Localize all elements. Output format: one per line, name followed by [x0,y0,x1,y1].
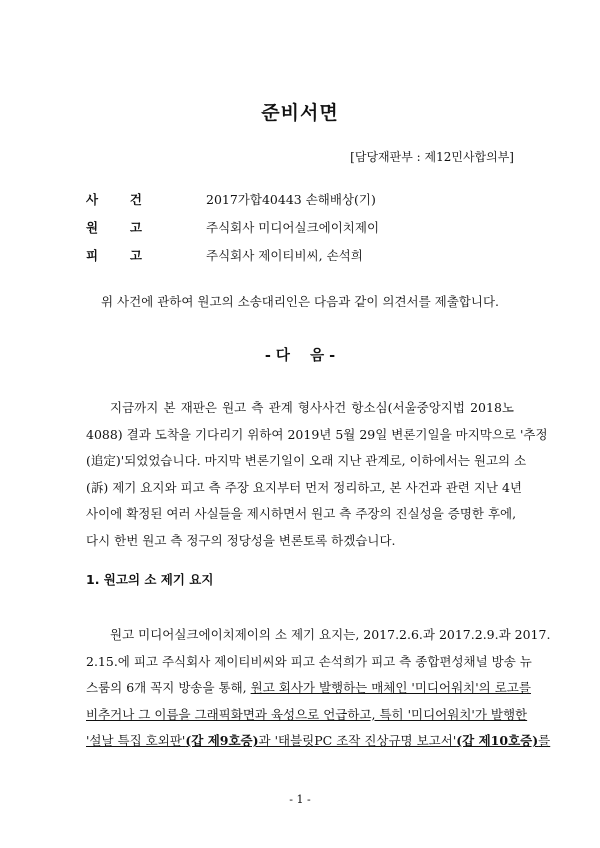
paragraph-line: 사이에 확정된 여러 사실들을 제시하면서 원고 측 주장의 진실성을 증명한 후에, [86,506,517,521]
paragraph-line: 비추거나 그 이름을 그래픽화면과 육성으로 언급하고, 특히 '미디어워치'가 발행한 [86,706,528,722]
document-title: 준비서면 [261,102,339,124]
paragraph-line: 원고 미디어실크에이치제이의 소 제기 요지는, 2017.2.6.과 2017.2.9.과 2017. [110,627,551,642]
defendant-names: 주식회사 제이티비씨, 손석희 [206,248,363,263]
paragraph-line: (追定)'되었었습니다. 마지막 변론기일이 오래 지난 관계로, 이하에서는 원고의 소 [86,453,527,468]
exhibit-ref: (갑 제9호증) [185,733,259,748]
next-heading: - 다 음 - [264,348,336,364]
paragraph-line: 지금까지 본 재판은 원고 측 관계 형사사건 항소심(서울중앙지법 2018노 [110,400,514,415]
page-number: - 1 - [289,793,311,806]
court-division: [담당재판부 : 제12민사합의부] [350,150,514,164]
body-paragraph [86,395,548,554]
section-heading: 1. 원고의 소 제기 요지 [86,572,214,587]
party-label: 피 고 [86,248,142,263]
case-number: 2017가합40443 손해배상(기) [206,192,376,207]
paragraph-line: (訴) 제기 요지와 피고 측 주장 요지부터 먼저 정리하고, 본 사건과 관련 지난 4년 [86,479,523,495]
section1-paragraph [86,622,551,755]
paragraph-line: 4088) 결과 도착을 기다리기 위하여 2019년 5월 29일 변론기일을 마지막으로 '추정 [86,426,548,442]
paragraph-line: 스룸의 6개 꼭지 방송을 통해, 원고 회사가 발행하는 매체인 '미디어워치'의 로고를 [86,680,531,695]
party-label: 사 건 [86,192,142,207]
paragraph-line: '설날 특집 호외판'(갑 제9호증)과 '태블릿PC 조작 진상규명 보고서'(갑 제10호증)를 [86,733,551,748]
exhibit-ref: (갑 제10호증) [456,733,539,748]
intro-sentence: 위 사건에 관하여 원고의 소송대리인은 다음과 같이 의견서를 제출합니다. [100,294,499,309]
paragraph-line: 2.15.에 피고 주식회사 제이티비씨와 피고 손석희가 피고 측 종합편성채널 방송 뉴 [86,653,532,669]
plaintiff-name: 주식회사 미디어실크에이치제이 [206,220,380,235]
underlined-text: 원고 회사가 발행하는 매체인 '미디어워치'의 로고를 [250,680,531,695]
party-label: 원 고 [86,220,142,235]
paragraph-line: 다시 한번 원고 측 정구의 정당성을 변론토록 하겠습니다. [86,532,396,548]
